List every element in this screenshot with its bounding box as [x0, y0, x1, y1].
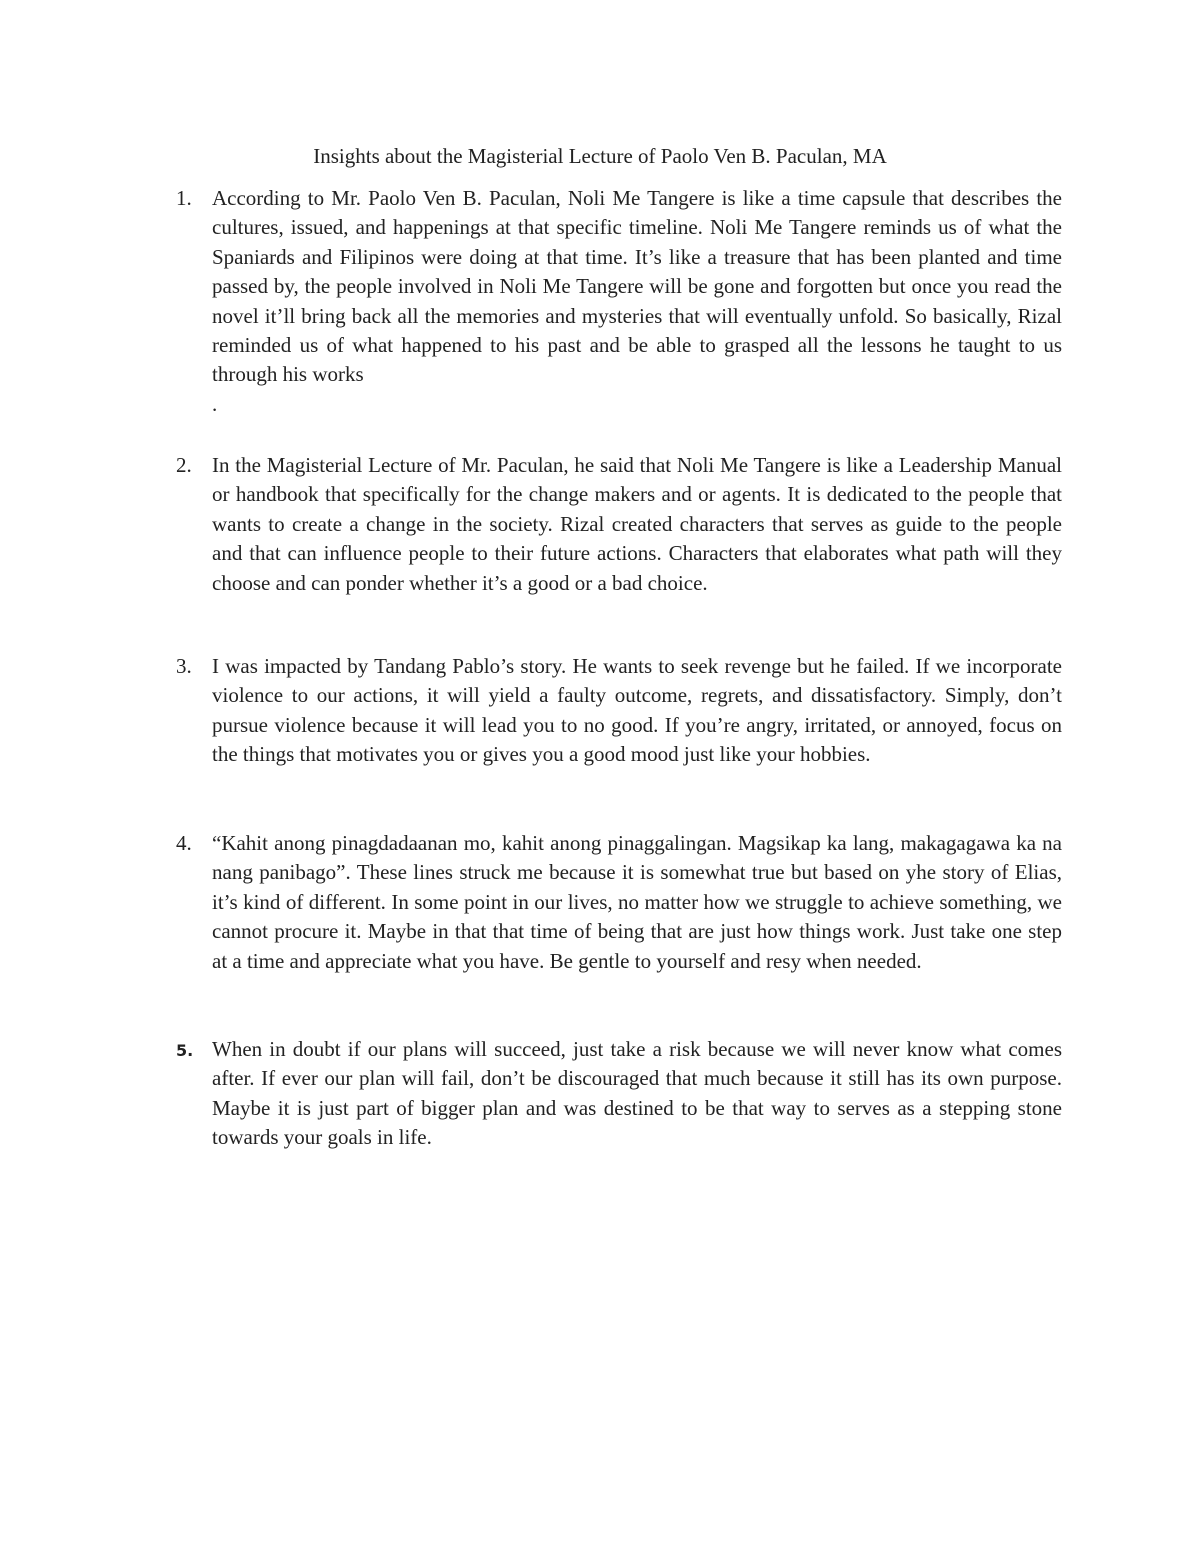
list-item [176, 652, 1062, 770]
document-title: Insights about the Magisterial Lecture of Paolo Ven B. Paculan, MA [313, 144, 887, 168]
list-item-number: 3. [176, 654, 192, 678]
list-item-trailing-mark: . [212, 391, 218, 416]
list-item-text: I was impacted by Tandang Pablo’s story. He wants to seek revenge but he failed. If we incorporate violence to our actions, it will yield a faulty outcome, regrets, and dissatisfactory. Simply, don’t pursue violence because it will lead you to no good. If you’re angry, irritated, or annoyed, focus on the things that motivates you or gives you a good mood just like your hobbies. [212, 654, 1062, 767]
list-item-text: When in doubt if our plans will succeed, just take a risk because we will never know what comes after. If ever our plan will fail, don’t be discouraged that much because it still has its own purpose. Maybe it is just part of bigger plan and was destined to be that way to serves as a stepping stone towards your goals in life. [212, 1037, 1062, 1150]
list-item-text: According to Mr. Paolo Ven B. Paculan, Noli Me Tangere is like a time capsule that describes the cultures, issued, and happenings at that specific timeline. Noli Me Tangere reminds us of what the Spaniards and Filipinos were doing at that time. It’s like a treasure that has been planted and time passed by, the people involved in Noli Me Tangere will be gone and forgotten but once you read the novel it’ll bring back all the memories and mysteries that will eventually unfold. So basically, Rizal reminded us of what happened to his past and be able to grasped all the lessons he taught to us through his works [212, 186, 1062, 387]
list-item-number: 5. [176, 1041, 194, 1060]
list-item [176, 184, 1062, 419]
list-item-text: “Kahit anong pinagdadaanan mo, kahit anong pinaggalingan. Magsikap ka lang, makagagawa ka na nang panibago”. These lines struck me because it is somewhat true but based on yhe story of Elias, it’s kind of different. In some point in our lives, no matter how we struggle to achieve something, we cannot procure it. Maybe in that that time of being that are just how things work. Just take one step at a time and appreciate what you have. Be gentle to yourself and resy when needed. [212, 831, 1062, 973]
list-item [176, 829, 1062, 976]
list-item [176, 1035, 1062, 1153]
list-item-number: 2. [176, 453, 192, 477]
list-item-number: 1. [176, 186, 192, 210]
list-item-text: In the Magisterial Lecture of Mr. Paculan, he said that Noli Me Tangere is like a Leadership Manual or handbook that specifically for the change makers and or agents. It is dedicated to the people that wants to create a change in the society. Rizal created characters that serves as guide to the people and that can influence people to their future actions. Characters that elaborates what path will they choose and can ponder whether it’s a good or a bad choice. [212, 453, 1062, 595]
list-item [176, 451, 1062, 598]
list-item-number: 4. [176, 831, 192, 855]
